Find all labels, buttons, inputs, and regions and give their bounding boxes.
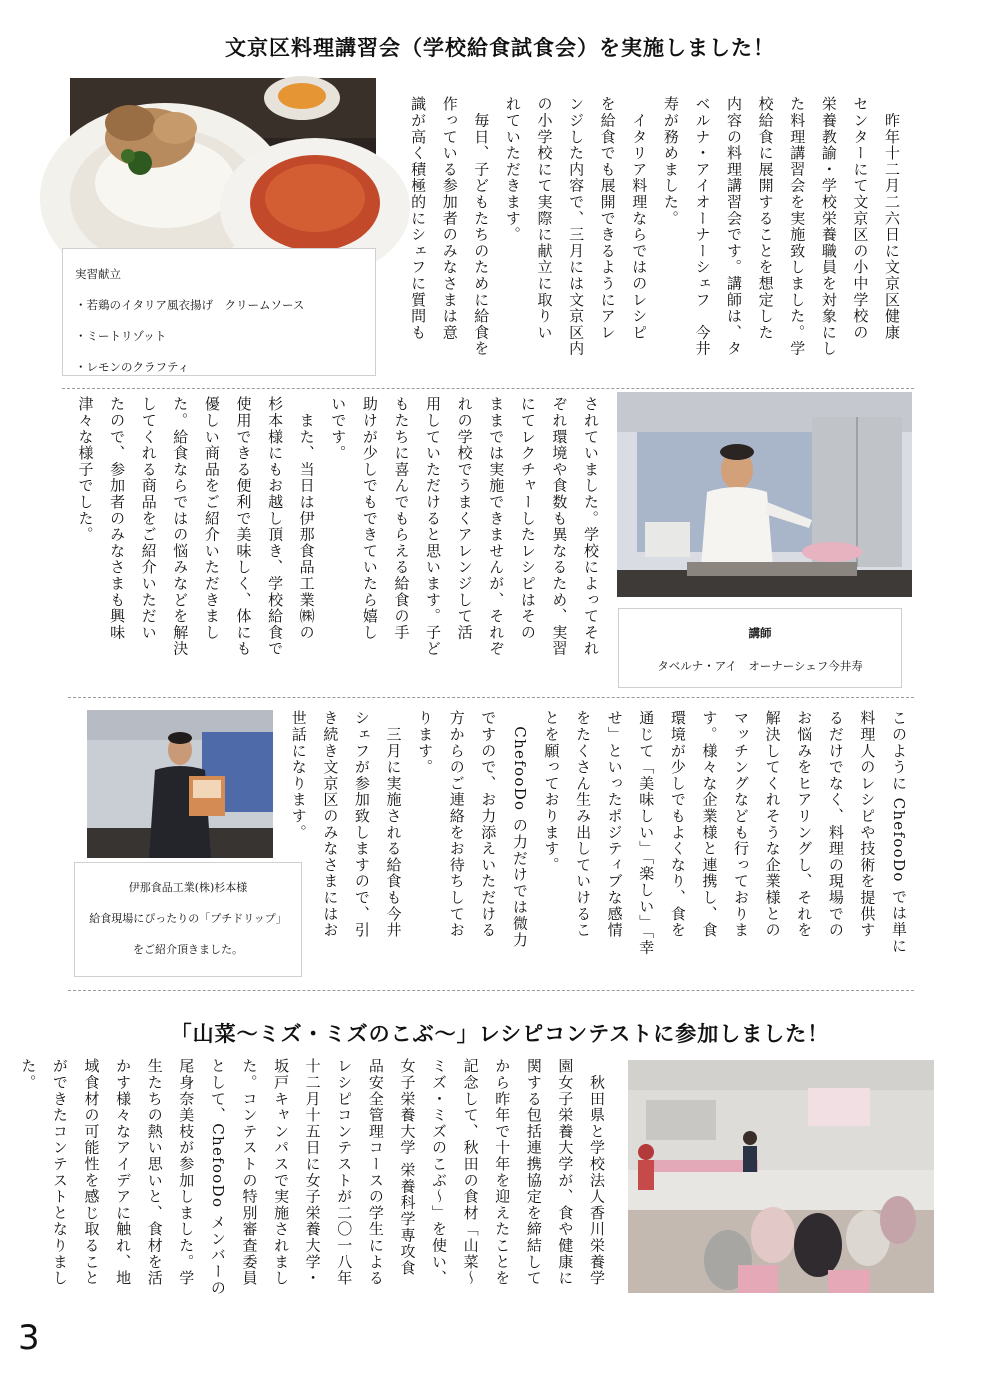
ina-caption [74,862,302,977]
ina-caption-line1: 伊那食品工業(株)杉本様 [128,881,248,894]
page-number: 3 [18,1318,40,1358]
ina-caption-line3: をご紹介頂きました。 [133,943,243,956]
menu-caption [62,248,376,376]
article1-col1: 昨年十二月二六日に文京区健康 センターにて文京区の小中学校の 栄養教諭・学校栄養職員を対象にし た料理講習会を実施致しました。学 校給食に展開することを想定した 内容の料理講習会です。講師は、タ ベルナ・アイオーナーシェフ 今井 寿が務めました。 イタリア料理ならではのレシピ を給食でも展開できるようにアレ ンジした内容で、三月には文京区内 の小学校にて実際に献立に取りい れていただきます。 毎日、子どもたちのために給食を 作っている参加者のみなさまは意 識が高く積極的にシェフに質問も [409,96,901,357]
chef-caption-title: 講師 [748,626,772,640]
ina-photo [87,710,273,858]
menu-item: ・若鶏のイタリア風衣揚げ クリームソース [75,298,305,312]
article2-col1: 秋田県と学校法人香川栄養学 園女子栄養大学が、食や健康に 関する包括連携協定を締結して から昨年で十年を迎えたことを 記念して、秋田の食材「山菜〜 ミズ・ミズのこぶ〜」を使い、 女子栄養大学 栄養科学専攻食 品安全管理コースの学生による レシピコンテストが二〇一八年 十二月十五日に女子栄養大学・ 坂戸キャンパスで実施されまし た。コンテストの特別審査委員 として、ChefooDo メンバーの 尾身奈美枝が参加しました。学 生たちの熱い思いと、食材を活 かす様々なアイデアに触れ、地 域食材の可能性を感じ取ること ができたコンテストとなりまし た。 [19,1058,606,1296]
chef-photo [617,392,912,597]
article1-col2: されていました。学校によってそれ ぞれ環境や食数も異なるため、実習 にてレクチャーしたレシピはその ままでは実施できませんが、それぞ れの学校でうまくアレンジして活 用していただけると思います。子ど もたちに喜んでもらえる給食の手 助けが少しでもできていたら嬉し いです。 また、当日は伊那食品工業㈱の 杉本様にもお越し頂き、学校給食で 使用できる便利で美味しく、体にも 優しい商品をご紹介いただきまし た。給食ならではの悩みなどを解決 してくれる商品をご紹介いただい たので、参加者のみなさまも興味 津々な様子でした。 [76,396,600,657]
divider-3 [68,990,914,991]
divider-2 [68,697,914,698]
ina-caption-line2: 給食現場にぴったりの「プチドリップ」 [89,912,287,925]
menu-item: ・ミートリゾット [75,329,167,343]
article1-col3: このように ChefooDo では単に 料理人のレシピや技術を提供す るだけでなく、料理の現場での お悩みをヒアリングし、それを 解決してくれそうな企業様との マッチングなども行っておりま す。様々な企業様と連携し、食 環境が少しでもよくなり、食を 通じて「美味しい」「楽しい」「幸 せ」といったポジティブな感情 をたくさん生み出していけるこ とを願っております。 ChefooDo の力だけでは微力 ですので、お力添えいただける 方からのご連絡をお待ちしてお ります。 三月に実施される給食も今井 シェフが参加致しますので、引 き続き文京区のみなさまにはお 世話になります。 [289,710,908,956]
menu-item: ・レモンのクラフティ [75,360,190,374]
contest-photo [628,1060,934,1293]
menu-caption-title: 実習献立 [75,267,121,281]
article2-title: 「山菜〜ミズ・ミズのこぶ〜」レシピコンテストに参加しました！ [170,1021,830,1046]
chef-caption-name: タベルナ・アイ オーナーシェフ今井寿 [657,659,863,673]
food-photo [70,78,376,248]
divider-1 [62,388,914,389]
chef-caption [618,608,902,688]
article1-title: 文京区料理講習会（学校給食試食会）を実施しました！ [225,35,775,60]
